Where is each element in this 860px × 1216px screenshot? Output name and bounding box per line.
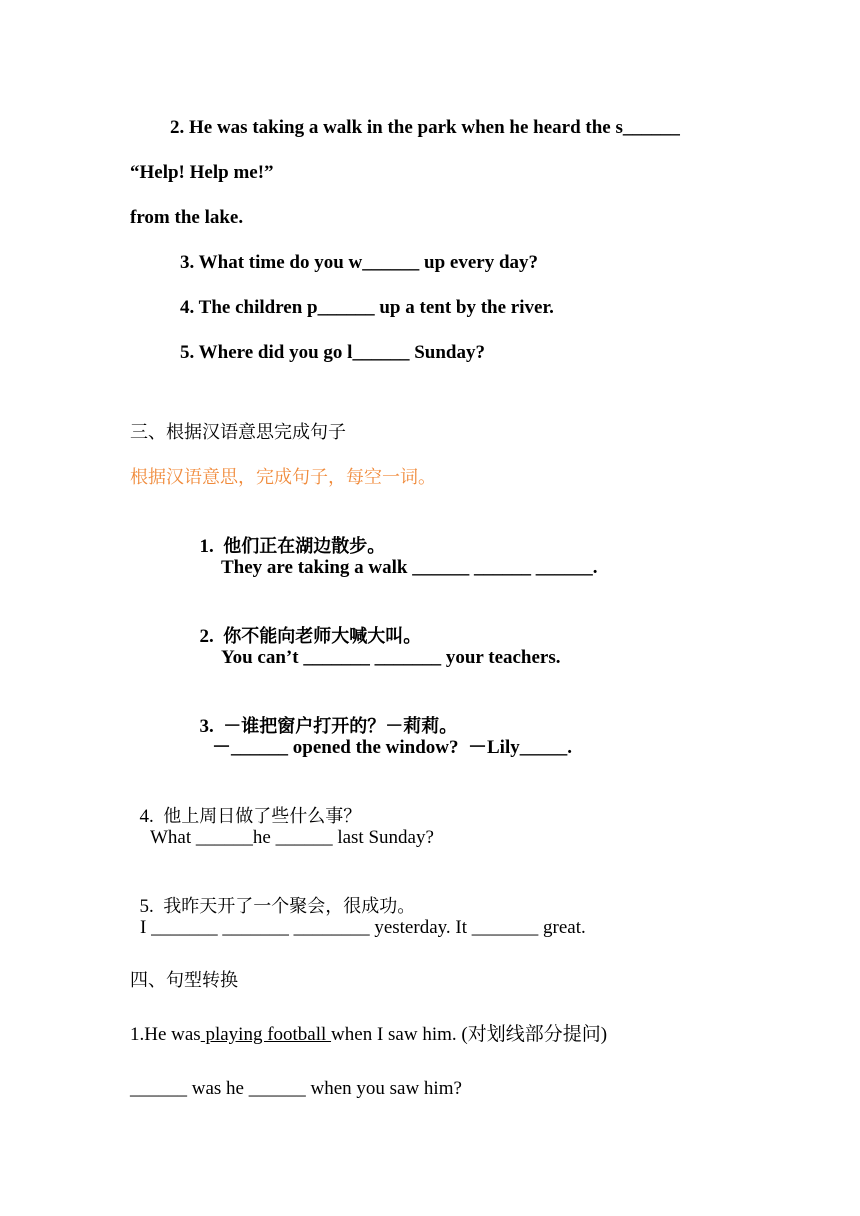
s3-item-3-chinese-text: －谁把窗户打开的？－莉莉。 [223,716,458,737]
s3-item-3-english: －______ opened the window? －Lily_____. [212,737,572,758]
s3-item-2-chinese [190,601,421,649]
s3-item-4-english: What ______he ______ last Sunday? [150,827,434,848]
s3-item-2-english: You can’t _______ _______ your teachers. [221,647,561,668]
s3-item-5-chinese [130,871,415,919]
s3-item-1-chinese-text: 他们正在湖边散步。 [223,536,386,557]
question-2-quote: “Help! Help me!” [130,162,274,183]
s3-item-1-english: They are taking a walk ______ ______ ______. [221,557,598,578]
s3-item-5-english: I _______ _______ ________ yesterday. It _______ great. [140,917,586,938]
s3-item-4-number: 4. [139,806,154,827]
s3-item-5-chinese-text: 我昨天开了一个聚会，很成功。 [163,896,416,917]
s3-item-3-chinese [190,691,457,739]
s4-item-1-suffix: when I saw him. (对划线部分提问) [331,1024,608,1045]
question-4-text: 4. The children p______ up a tent by the river. [180,297,554,318]
question-3-text: 3. What time do you w______ up every day? [180,252,539,273]
s3-item-2-number: 2. [199,626,214,647]
question-5-text: 5. Where did you go l______ Sunday? [180,342,485,363]
s4-item-1-question [130,1023,607,1047]
s3-item-4-chinese [130,781,361,829]
question-2-text: 2. He was taking a walk in the park when he heard the s______ [170,117,680,138]
s4-item-1-prefix: 1.He was [130,1024,201,1045]
s4-item-1-answer: ______ was he ______ when you saw him? [130,1078,462,1099]
s3-item-5-number: 5. [139,896,154,917]
s3-item-4-chinese-text: 他上周日做了些什么事？ [163,806,362,827]
s3-item-2-chinese-text: 你不能向老师大喊大叫。 [223,626,422,647]
section-3-heading: 三、根据汉语意思完成句子 [130,422,346,443]
s3-item-3-number: 3. [199,716,214,737]
question-2-continuation: from the lake. [130,207,244,228]
s3-item-1-chinese [190,511,385,559]
s3-item-1-number: 1. [199,536,214,557]
s4-item-1-underlined: playing football [200,1024,332,1045]
section-3-instruction: 根据汉语意思，完成句子，每空一词。 [130,467,436,488]
section-4-heading: 四、句型转换 [130,970,238,991]
